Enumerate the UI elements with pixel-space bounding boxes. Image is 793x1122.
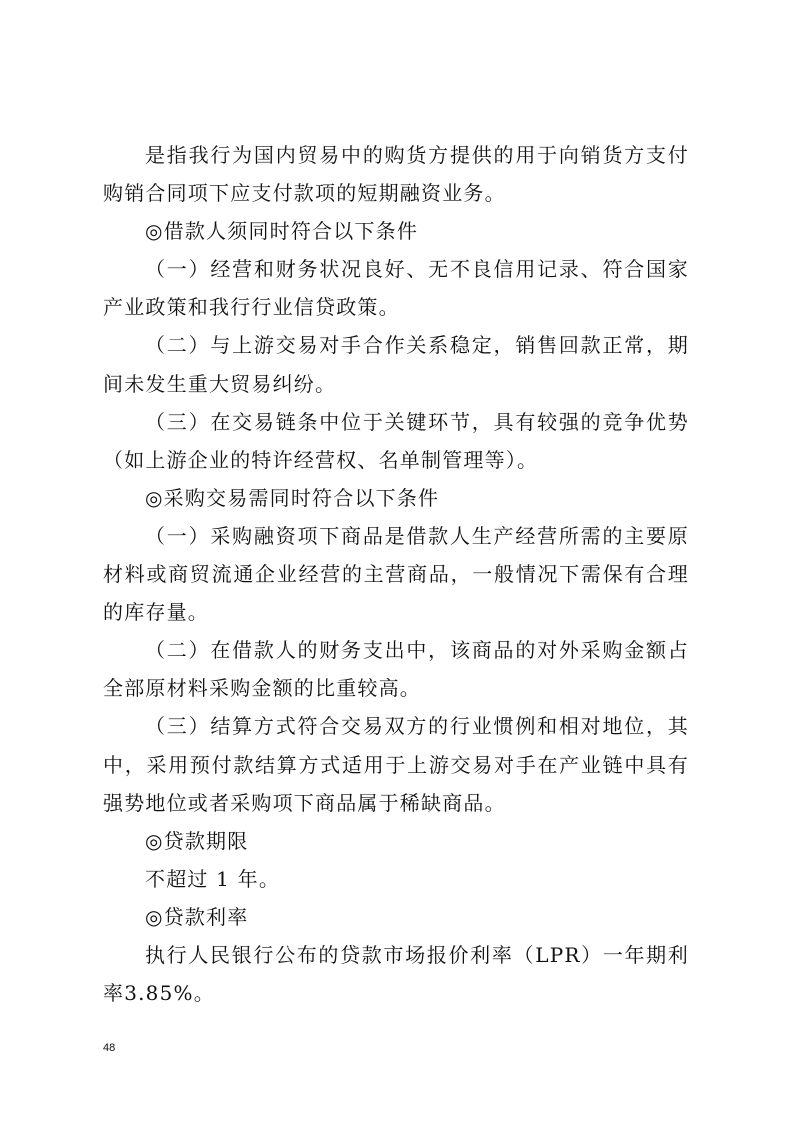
paragraph-borrower-condition-3: （三）在交易链条中位于关键环节，具有较强的竞争优势（如上游企业的特许经营权、名单制管理等）。 <box>103 409 689 472</box>
paragraph-borrower-condition-2: （二）与上游交易对手合作关系稳定，销售回款正常，期间未发生重大贸易纠纷。 <box>103 333 689 396</box>
paragraph-purchase-condition-3: （三）结算方式符合交易双方的行业惯例和相对地位，其中，采用预付款结算方式适用于上游交易对手在产业链中具有强势地位或者采购项下商品属于稀缺商品。 <box>103 714 689 815</box>
paragraph-purchase-condition-2: （二）在借款人的财务支出中，该商品的对外采购金额占全部原材料采购金额的比重较高。 <box>103 638 689 701</box>
section-heading-loan-term: ◎贷款期限 <box>145 828 249 853</box>
section-heading-purchase-conditions: ◎采购交易需同时符合以下条件 <box>145 485 440 510</box>
paragraph-loan-rate: 执行人民银行公布的贷款市场报价利率（LPR）一年期利率3.85%。 <box>103 942 689 1006</box>
paragraph-borrower-condition-1: （一）经营和财务状况良好、无不良信用记录、符合国家产业政策和我行行业信贷政策。 <box>103 257 689 320</box>
page-number: 48 <box>103 1042 116 1054</box>
paragraph-definition: 是指我行为国内贸易中的购货方提供的用于向销货方支付购销合同项下应支付款项的短期融资业务。 <box>103 143 689 206</box>
section-heading-loan-rate: ◎贷款利率 <box>145 904 249 929</box>
section-heading-borrower-conditions: ◎借款人须同时符合以下条件 <box>145 219 419 244</box>
document-body <box>103 136 689 1012</box>
paragraph-purchase-condition-1: （一）采购融资项下商品是借款人生产经营所需的主要原材料或商贸流通企业经营的主营商品，一般情况下需保有合理的库存量。 <box>103 523 689 625</box>
paragraph-loan-term: 不超过 1 年。 <box>145 866 281 891</box>
